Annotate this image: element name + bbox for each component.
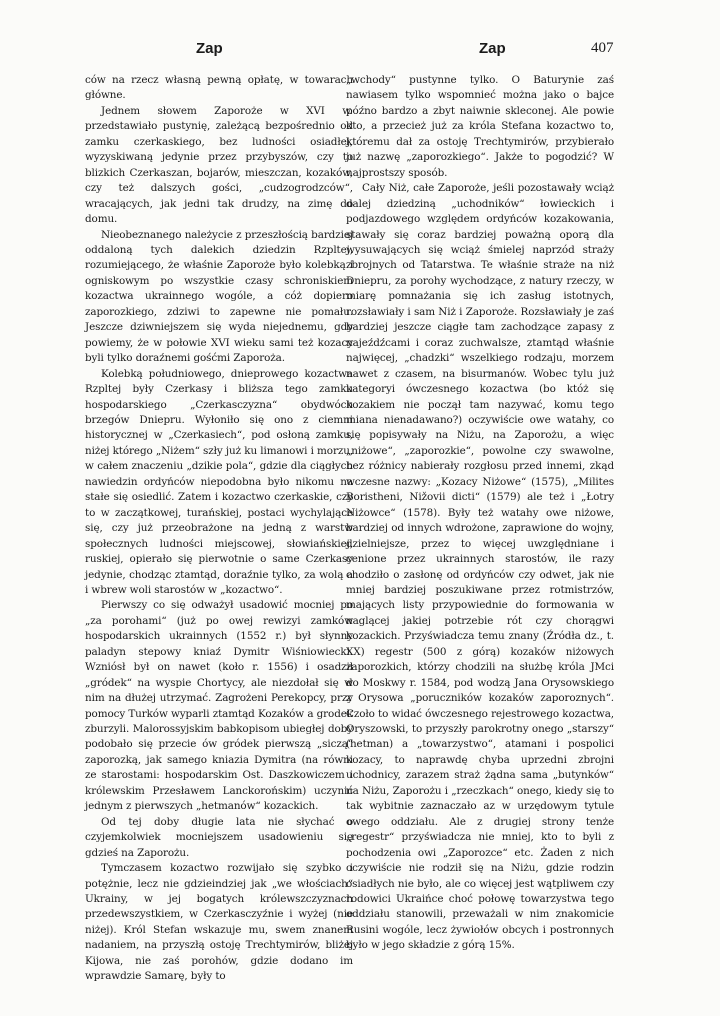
paragraph: „wchody“ pustynne tylko. O Baturynie zaś nawiasem tylko wspomnieć można jako o bajce późno bardzo a zbyt naiwnie skleconej. Ale powie kto, a przecież już za króla Stefana kozactwo to, któremu dał za ostoję Trechtymirów, przybierało już nazwę „zaporozkiego“. Jakże to pogodzić? W najprostszy sposób. [346, 74, 614, 179]
paragraph: Cały Niż, całe Zaporoże, jeśli pozostawały wciąż dalej dziedziną „uchodników“ łowieckich i podjazdowego względem ordyńców kozakowania, stawały się coraz bardziej poważną oporą dla wysuwających się wciąż śmielej naprzód straży zbrojnych od Tatarstwa. Te właśnie straże na niż Dniepru, za porohy wychodzące, z natury rzeczy, w miarę pomnażania się ich zasług istotnych, rozsławiały i sam Niż i Zaporoże. Rozsławiały je zaś bardziej jeszcze ciągłe tam zachodzące zapasy z najeźdźcami i coraz zuchwalsze, ztamtąd właśnie najwięcej, „chadzki“ wszelkiego rodzaju, morzem nawet z czasem, na bisurmanów. Wobec tylu już kategoryi ówczesnego kozactwa (bo któż się kozakiem nie począł tam nazywać, komu tego miana nienadawano?) oczywiście owe watahy, co się popisywały na Niżu, na Zaporożu, a więc „niżowe“, „zaporozkie“, powolne czy swawolne, bez różnicy nabierały rozgłosu przed innemi, zkąd wczesne nazwy: „Kozacy Niżowe“ (1575), „Milites Boristheni, Nižovii dicti“ (1579) ale też i „Łotry Niżowce“ (1578). Były też watahy owe niżowe, bardziej od innych wdrożone, zaprawione do wojny, dzielniejsze, przez to więcej uwzględniane i cenione przez ukrainnych starostów, ile razy chodziło o zasłonę od ordyńców czy odwet, jak nie mniej bardziej poszukiwane przez rotmistrzów, mających listy przypowiednie do formowania w naglącej jakiej potrzebie rót czy chorągwi kozackich. Przyświadcza temu znany (Źródła dz., t. XX) regestr (500 z górą) kozaków niżowych zaporozkich, którzy chodzili na służbę króla JMci do Moskwy r. 1584, pod wodzą Jana Orysowskiego z Orysowa „poruczników kozaków zaporoznych“. Czoło to widać ówczesnego rejestrowego kozactwa, Oryszowski, to przyszły parokrotny onego „starszy“ (hetman) a „towarzystwo“, atamani i pospolici kozacy, to naprawdę chyba uprzedni zbrojni uchodnicy, zarazem straż żądna sama „butynków“ na Niżu, Zaporożu i „rzeczkach“ onego, kiedy się to tak wybitnie zaznaczało az w urzędowym tytule owego oddziału. Ale z drugiej strony tenże „regestr“ przyświadcza nie mniej, kto to byli z pochodzenia owi „Zaporozce“ etc. Żaden z nich oczywiście nie rodził się na Niżu, gdzie rodzin osiadłych nie było, ale co więcej jest wątpliwem czy rodowici Ukraińce choć połowę towarzystwa tego oddziału stanowili, przeważali w nim znakomicie Rusini wogóle, lecz żywiołów obcych i postronnych było w jego składzie z górą 15%. [346, 182, 614, 952]
paragraph: Kolebką południowego, dnieprowego kozactwa Rzpltej były Czerkasy i bliższa tego zamku hospodarskiego „Czerkasczyzna“ obydwóch brzegów Dniepru. Wyłoniło się ono z ciemni historycznej w „Czerkasiech“, pod osłoną zamku, niżej którego „Niżem“ szły już ku limanowi i morzu, w całem znaczeniu „dzikie pola“, gdzie dla ciągłych nawiedzin ordyńców niepodobna było nikomu na stałe się osiedlić. Zatem i kozactwo czerkaskie, czy to w zaczątkowej, turańskiej, postaci wychylające się, czy już przeobrażone na jedną z warstw społecznych ludności miejscowej, słowiańskiej, ruskiej, opierało się pierwotnie o same Czerkasy jedynie, chodząc ztamtąd, doraźnie tylko, za wolą a i wbrew woli starostów w „kozactwo“. [85, 367, 353, 596]
paragraph: ców na rzecz własną pewną opłatę, w towarach główne. [85, 74, 353, 102]
paragraph: Jednem słowem Zaporoże w XVI w. przedstawiało pustynię, zależącą bezpośrednio od zamku czerkaskiego, bez ludności osiadłej, wyzyskiwaną jedynie przez przybyszów, czy to blizkich Czerkaszan, bojarów, mieszczan, kozaków, czy też dalszych gości, „cudzogrodzców“, wracających, jak jedni tak drudzy, na zimę do domu. [85, 104, 353, 226]
running-head-left: Zap [196, 40, 223, 57]
left-text-column [85, 73, 353, 985]
paragraph: Tymczasem kozactwo rozwijało się szybko i potężnie, lecz nie gdzieindziej jak „we włościach“ Ukrainy, w jej bogatych królewszczyznach przedewszystkiem, w Czerkasczyźnie i wyżej (nie niżej). Król Stefan wskazuje mu, swem znanem nadaniem, na przyszłą ostoję Trechtymirów, bliżej Kijowa, nie zaś porohów, gdzie dodano im wprawdzie Samarę, były to [85, 862, 353, 983]
paragraph: Nieobeznanego należycie z przeszłością bardziej oddaloną tych dalekich dziedzin Rzpltej, rozumiejącego, że właśnie Zaporoże było kolebką i ogniskowym po wszystkie czasy schroniskiem kozactwa ukrainnego wogóle, a cóż dopiero zaporozkiego, zdziwi to zapewne nie pomału. Jeszcze dziwniejszem się wyda niejednemu, gdy powiemy, że w połowie XVI wieku sami też kozacy byli tylko doraźnemi gośćmi Zaporoża. [85, 228, 353, 365]
paragraph: Pierwszy co się odważył usadowić mocniej po „za porohami“ (już po owej rewizyi zamków hospodarskich ukrainnych (1552 r.) był słynny paladyn stepowy kniaź Dymitr Wiśniowiecki. Wzniósł był on nawet (koło r. 1556) i osadził „gródek“ na wyspie Chortycy, ale niezdołał się w nim na dłużej utrzymać. Zagrożeni Perekopcy, przy pomocy Turków wyparli ztamtąd Kozaków a grodek zburzyli. Malorossyjskim babkopisom ubiegłej doby podobało się przecie ów gródek pierwszą „siczą“ zaporozką, jak samego kniazia Dymitra (na równi ze starostami: hospodarskim Ost. Daszkowiczem i królewskim Przesławem Lanckorońskim) uczynić jednym z pierwszych „hetmanów“ kozackich. [85, 599, 353, 813]
running-head-center: Zap [479, 40, 506, 57]
right-text-column [346, 73, 614, 954]
paragraph: Od tej doby długie lata nie słychać o czyjemkolwiek mocniejszem usadowieniu się gdzieś na Zaporożu. [85, 815, 353, 859]
page-number: 407 [591, 40, 614, 56]
